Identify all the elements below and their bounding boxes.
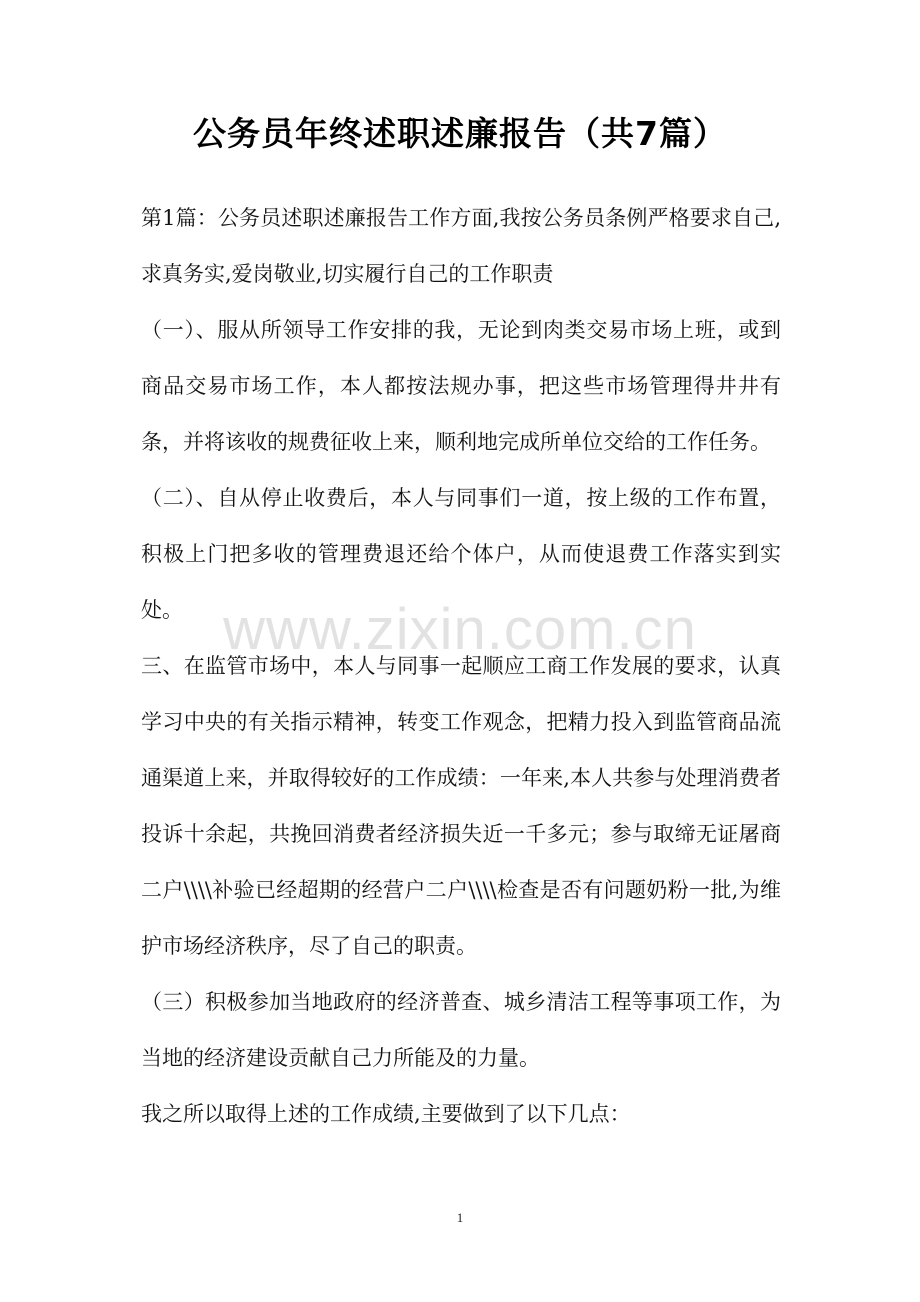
document-body [141,190,781,1142]
paragraph-1: 第1篇：公务员述职述廉报告工作方面,我按公务员条例严格要求自己,求真务实,爱岗敬业,切实履行自己的工作职责 [141,206,781,286]
document-title: 公务员年终述职述廉报告（共7篇） [193,114,727,153]
paragraph-3: （二）、自从停止收费后，本人与同事们一道，按上级的工作布置，积极上门把多收的管理费退还给个体户，从而使退费工作落实到实处。 [141,486,781,622]
page-number: 1 [456,1210,464,1225]
paragraph-6: 我之所以取得上述的工作成绩,主要做到了以下几点： [141,1102,631,1126]
paragraph-5: （三）积极参加当地政府的经济普查、城乡清洁工程等事项工作，为当地的经济建设贡献自己力所能及的力量。 [141,990,781,1070]
watermark: www.zixin.com.cn [223,597,697,662]
paragraph-4: 三、在监管市场中，本人与同事一起顺应工商工作发展的要求，认真学习中央的有关指示精神，转变工作观念，把精力投入到监管商品流通渠道上来，并取得较好的工作成绩：一年来,本人共参与处理消费者投诉十余起，共挽回消费者经济损失近一千多元；参与取缔无证屠商二户\\\\补验已经超期的经营户二户\\\\检查是否有问题奶粉一批,为维护市场经济秩序，尽了自己的职责。 [141,654,781,958]
paragraph-2: （一）、服从所领导工作安排的我，无论到肉类交易市场上班，或到商品交易市场工作，本人都按法规办事，把这些市场管理得井井有条，并将该收的规费征收上来，顺利地完成所单位交给的工作任务。 [141,318,781,454]
